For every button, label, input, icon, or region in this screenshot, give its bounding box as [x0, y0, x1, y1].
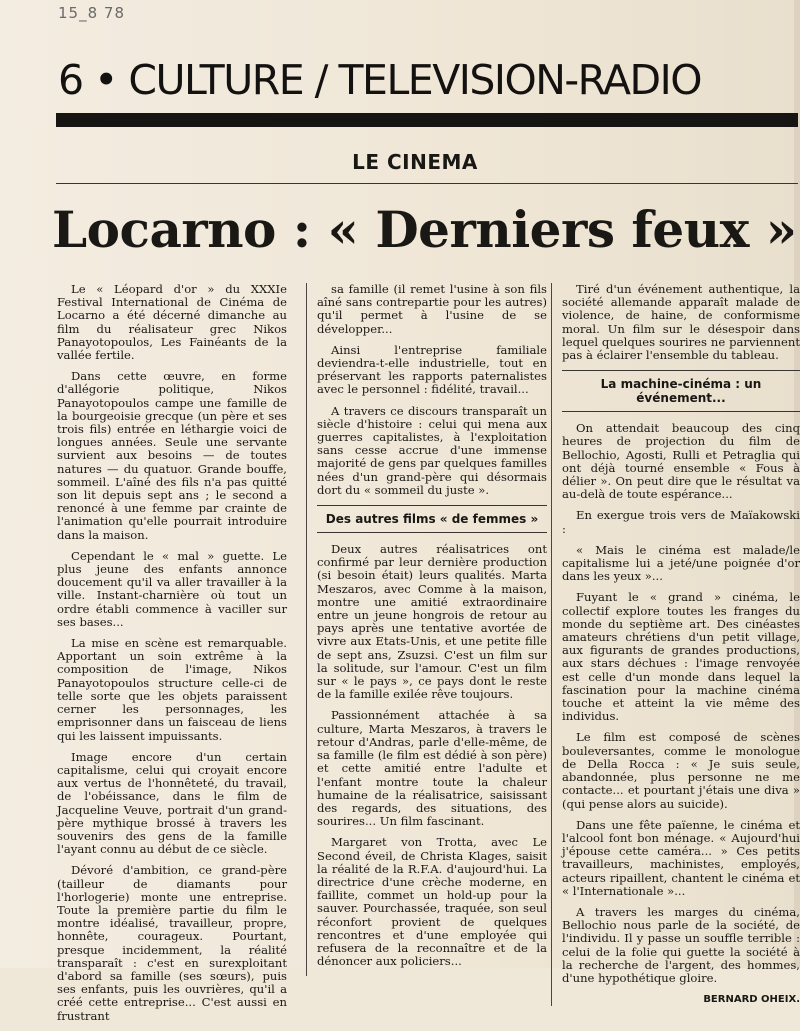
rubric-rule	[56, 183, 798, 184]
paragraph	[57, 370, 287, 542]
paragraph	[317, 543, 547, 701]
text-run: saisit la réalité de la R.F.A. d'aujourd'hui. La directrice d'une crèche moderne, en faillite, commet un hold-up pour la sauver. Pourchassée, traquée, son seul réconfort provient de quelques rencontres et d'une employée qui refusera de la reconnaître et de la dénoncer aux policiers...	[317, 848, 547, 969]
paragraph: A travers ce discours transparaît un siècle d'histoire : celui qui mena aux guerres capitalistes, à l'exploitation sans cesse accrue d'une immense majorité de gens par quelques familles nées d'un grand-père qui désormais dort du « sommeil du juste ».	[317, 403, 547, 497]
text-run: Passionnément attachée à sa culture, Marta Meszaros, à travers le retour d'Andras, parle d'elle-même, de sa famille (le film est dédié à son père) et cette amitié entre l'adulte et l'enfant montre toute la chaleur humaine de la réalisatrice, saisissant des regards, des situations, des sourires... Un film fascinant.	[317, 708, 547, 829]
column-3	[551, 283, 800, 1006]
article-headline: Locarno : « Derniers feux »	[52, 200, 797, 259]
text-run: Cependant le « mal » guette. Le plus jeune des enfants annonce doucement qu'il va aller travailler à la ville. Instant-charnière où tout un ordre établi commence à vaciller sur ses bases...	[57, 548, 287, 629]
paragraph: Ainsi l'entreprise familiale deviendra-t-elle industrielle, tout en préservant les rapports paternalistes avec le personnel : fidélité, travail...	[317, 342, 547, 397]
paragraph	[57, 637, 287, 743]
paragraph: Fuyant le « grand » cinéma, le collectif explore toutes les franges du monde du septième art. Des cinéastes amateurs chrétiens d'un petit village, aux figurants de grandes productions, aux stars déchues : l'image renvoyée est celle d'un monde dans lequel la fascination pour la machine cinéma touche et atteint la vie même des individus.	[562, 590, 800, 724]
paragraph: sa famille (il remet l'usine à son fils aîné sans contrepartie pour les autres) qu'il permet à l'usine de se développer...	[317, 282, 547, 336]
paragraph	[57, 751, 287, 857]
text-run: Image encore d'un certain capitalisme, celui qui croyait encore aux vertus de l'honnêteté, du travail, de l'obéissance, dans le film de Jacqueline Veuve, portrait d'un grand-père mythique brossé à travers les souvenirs des gens de la famille l'ayant connu au début de ce siècle.	[57, 749, 287, 857]
subheading: La machine-cinéma : un événement...	[562, 370, 800, 412]
paragraph	[57, 550, 287, 629]
paragraph: Dans une fête païenne, le cinéma et l'alcool font bon ménage. « Aujourd'hui j'épouse cette caméra... » Ces petits travailleurs, machinistes, employés, acteurs ripaillent, chantent le cinéma et « l'Internationale »...	[562, 817, 800, 898]
rubric-title: LE CINEMA	[352, 150, 478, 174]
header-rule	[56, 113, 798, 127]
text-run: montre une amitié extraordinaire entre un jeune hongrois de retour au pays après une tentative avortée de vivre aux Etats-Unis, et une petite fille de sept ans, Zsuzsi. C'est un film sur la solitude, sur l'amour. C'est un film sur « le pays », ce pays dont le reste de la famille exilée rêve toujours.	[317, 594, 547, 702]
column-1	[57, 283, 287, 1031]
paragraph	[317, 836, 547, 968]
bold-title: Les Fainéants de la vallée fertile.	[57, 334, 287, 363]
paragraph	[317, 709, 547, 828]
bold-title: Le Second éveil, de Christa Klages,	[317, 835, 547, 863]
section-title: 6 • CULTURE / TELEVISION-RADIO	[58, 56, 701, 104]
handwritten-date: 15_8 78	[58, 4, 125, 22]
paragraph: On attendait beaucoup des cinq heures de projection du film de Bellochio, Agosti, Rulli et Petraglia qui ont déjà tourné ensemble « Fous à délier ». On peut dire que le résultat va au-delà de toute espérance...	[562, 421, 800, 502]
paragraph	[57, 864, 287, 1022]
paragraph	[57, 283, 287, 362]
text-run: La mise en scène est remarquable. Apportant un soin extrême à la composition de l'image, Nikos Panayotopoulos structure celle-ci de telle sorte que les objets paraissent cerner les personnages, les emprisonner dans un faisceau de liens qui les laissent impuissants.	[57, 636, 287, 743]
paragraph: En exergue trois vers de Maïakowski :	[562, 508, 800, 536]
paragraph: « Mais le cinéma est malade/le capitalisme lui a jeté/une poignée d'or dans les yeux »...	[562, 542, 800, 584]
text-run: Deux autres réalisatrices ont confirmé par leur dernière production (si besoin était) leurs qualités. Marta Meszaros, avec	[317, 542, 547, 596]
paragraph: A travers les marges du cinéma, Bellochio nous parle de la société, de l'individu. Il y passe un souffle terrible : celui de la folie qui guette la société à la recherche de l'argent, des hommes, d'une hypothétique gloire.	[562, 904, 800, 985]
author-signature: BERNARD OHEIX.	[703, 994, 800, 1006]
paragraph: Le film est composé de scènes bouleversantes, comme le monologue de Della Rocca : « Je suis seule, abandonnée, plus personne ne me contacte... et pourtant j'étais une diva » (qui pense alors au suicide).	[562, 730, 800, 811]
text-run: Dévoré d'ambition, ce grand-père (tailleur de diamants pour l'horlogerie) monte une entreprise. Toute la première partie du film le montre idéalisé, travailleur, propre, honnête, courageux. Pourtant, presque incidemment, la réalité transparaît : c'est en surexploitant d'abord sa famille (ses sœurs), puis ses enfants, puis les ouvrières, qu'il a créé cette entreprise... C'est aussi en frustrant	[57, 863, 287, 1023]
column-2	[306, 283, 547, 976]
text-run: Dans cette œuvre, en forme d'allégorie politique, Nikos Panayotopoulos campe une famille de la bourgeoisie grecque (un père et ses trois fils) entrée en léthargie voici de longues années. Seule une servante survient aux besoins — de toutes natures — du quatuor. Grande bouffe, sommeil. L'aîné des fils n'a pas quitté son lit depuis sept ans ; le second a renoncé à une femme par crainte de l'animation qu'elle pourrait introduire dans la maison.	[57, 369, 287, 542]
text-run: Margaret von Trotta, avec	[331, 835, 533, 850]
text-run: Le « Léopard d'or » du XXXIe Festival International de Cinéma de Locarno a été décerné dimanche au film du réalisateur grec Nikos Panayotopoulos,	[57, 282, 287, 349]
paragraph: Tiré d'un événement authentique, la société allemande apparaît malade de violence, de haine, de conformisme moral. Un film sur le désespoir dans lequel quelques sourires ne parviennent pas à éclairer l'ensemble du tableau.	[562, 282, 800, 363]
subheading: Des autres films « de femmes »	[317, 505, 547, 533]
bold-title: Comme à la maison,	[417, 581, 548, 596]
